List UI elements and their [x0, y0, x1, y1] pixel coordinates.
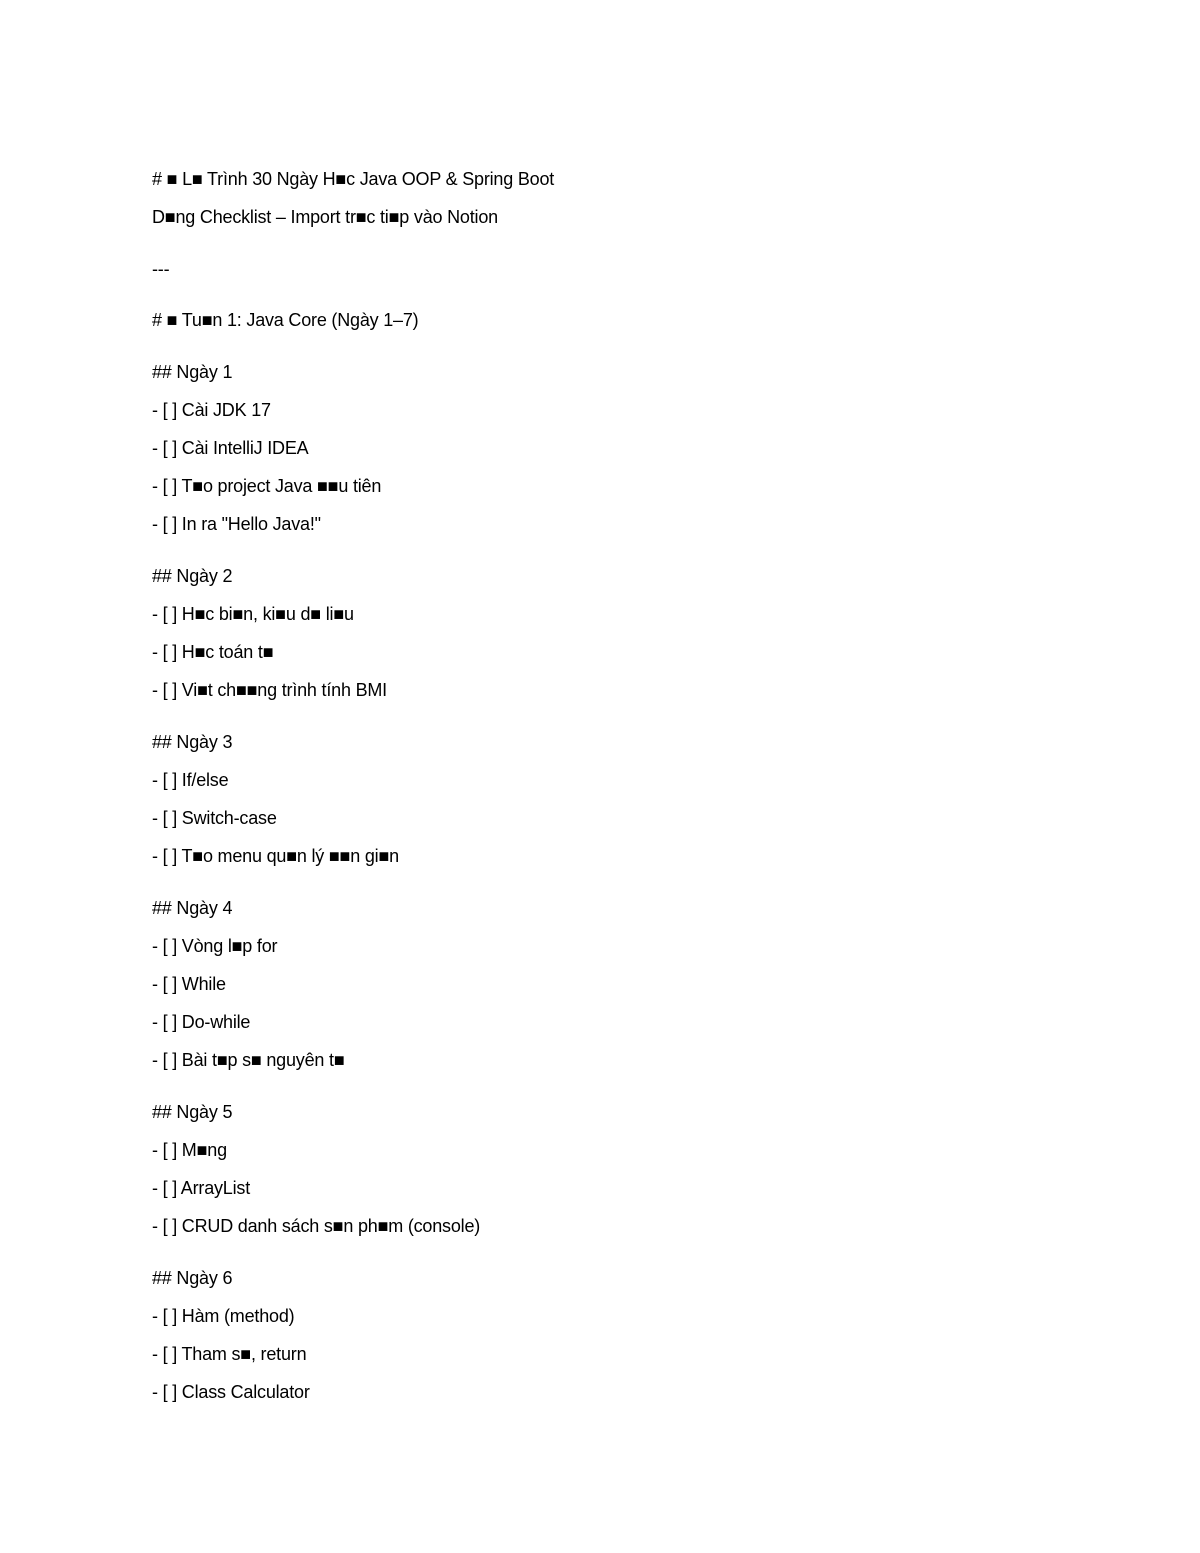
- day-heading: ## Ngày 6: [152, 1268, 233, 1288]
- checklist-item: - [ ] Cài IntelliJ IDEA: [152, 438, 309, 458]
- day-section-5: [152, 1101, 1052, 1237]
- document-title: # ■ L■ Trình 30 Ngày H■c Java OOP & Spring Boot: [152, 169, 555, 189]
- week-heading: # ■ Tu■n 1: Java Core (Ngày 1–7): [152, 310, 419, 330]
- day-heading: ## Ngày 5: [152, 1102, 233, 1122]
- day-section-1: [152, 361, 1052, 535]
- checklist-item: - [ ] M■ng: [152, 1140, 227, 1160]
- day-heading: ## Ngày 4: [152, 898, 233, 918]
- document-subtitle: D■ng Checklist – Import tr■c ti■p vào Notion: [152, 207, 498, 227]
- day-section-3: [152, 731, 1052, 867]
- checklist-item: - [ ] CRUD danh sách s■n ph■m (console): [152, 1216, 481, 1236]
- checklist-item: - [ ] Do-while: [152, 1012, 251, 1032]
- checklist-item: - [ ] Class Calculator: [152, 1382, 310, 1402]
- checklist-item: - [ ] Switch-case: [152, 808, 277, 828]
- checklist-item: - [ ] ArrayList: [152, 1178, 251, 1198]
- checklist-item: - [ ] T■o project Java ■■u tiên: [152, 476, 382, 496]
- checklist-item: - [ ] If/else: [152, 770, 229, 790]
- horizontal-rule-text: ---: [152, 259, 170, 279]
- checklist-item: - [ ] Vi■t ch■■ng trình tính BMI: [152, 680, 387, 700]
- checklist-item: - [ ] Cài JDK 17: [152, 400, 271, 420]
- checklist-item: - [ ] Tham s■, return: [152, 1344, 307, 1364]
- checklist-item: - [ ] In ra "Hello Java!": [152, 514, 321, 534]
- document-page: [152, 168, 1052, 1417]
- day-heading: ## Ngày 3: [152, 732, 233, 752]
- checklist-item: - [ ] H■c toán t■: [152, 642, 274, 662]
- checklist-item: - [ ] T■o menu qu■n lý ■■n gi■n: [152, 846, 399, 866]
- day-section-6: [152, 1267, 1052, 1403]
- day-section-4: [152, 897, 1052, 1071]
- checklist-item: - [ ] While: [152, 974, 226, 994]
- checklist-item: - [ ] Hàm (method): [152, 1306, 295, 1326]
- day-section-2: [152, 565, 1052, 701]
- checklist-item: - [ ] Bài t■p s■ nguyên t■: [152, 1050, 345, 1070]
- checklist-item: - [ ] H■c bi■n, ki■u d■ li■u: [152, 604, 354, 624]
- day-heading: ## Ngày 2: [152, 566, 233, 586]
- checklist-item: - [ ] Vòng l■p for: [152, 936, 278, 956]
- day-heading: ## Ngày 1: [152, 362, 233, 382]
